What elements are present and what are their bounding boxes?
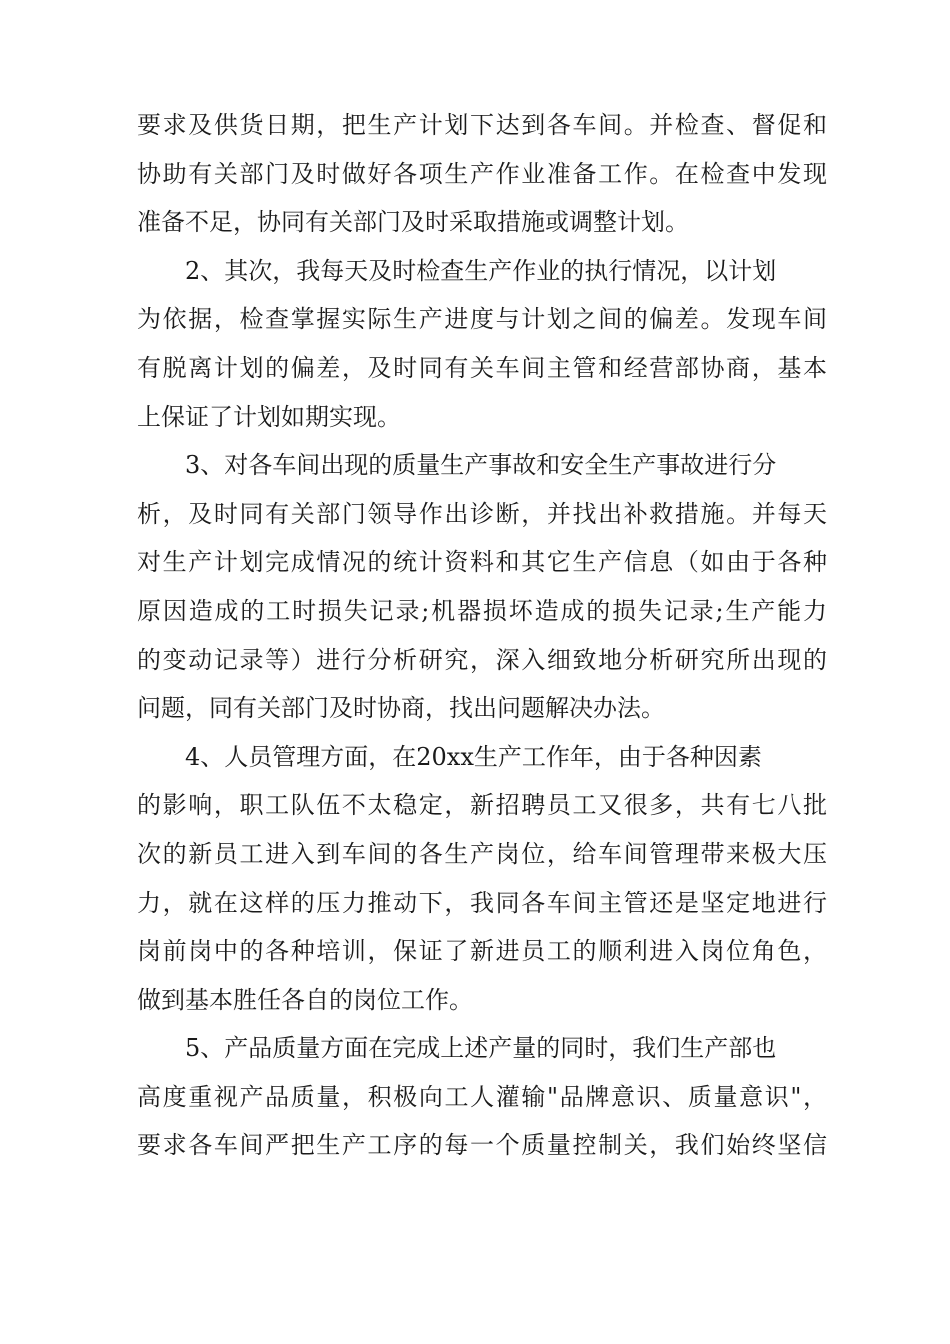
paragraph-3 <box>137 441 827 733</box>
text-line: 力，就在这样的压力推动下，我同各车间主管还是坚定地进行 <box>137 888 827 917</box>
text-line: 上保证了计划如期实现。 <box>137 402 401 431</box>
text-line: 3、对各车间出现的质量生产事故和安全生产事故进行分 <box>185 451 777 480</box>
text-line: 岗前岗中的各种培训，保证了新进员工的顺利进入岗位角色， <box>137 937 827 966</box>
text-line: 对生产计划完成情况的统计资料和其它生产信息（如由于各种 <box>137 548 827 577</box>
text-line: 协助有关部门及时做好各项生产作业准备工作。在检查中发现 <box>137 159 827 188</box>
paragraph-5 <box>137 1024 827 1170</box>
text-line: 要求各车间严把生产工序的每一个质量控制关，我们始终坚信 <box>137 1131 827 1160</box>
text-line: 为依据，检查掌握实际生产进度与计划之间的偏差。发现车间 <box>137 305 827 334</box>
paragraph-2 <box>137 247 827 441</box>
text-line: 5、产品质量方面在完成上述产量的同时，我们生产部也 <box>185 1034 777 1063</box>
text-line: 有脱离计划的偏差，及时同有关车间主管和经营部协商，基本 <box>137 353 827 382</box>
text-line: 的变动记录等）进行分析研究，深入细致地分析研究所出现的 <box>137 645 827 674</box>
text-line: 析，及时同有关部门领导作出诊断，并找出补救措施。并每天 <box>137 499 827 528</box>
text-line: 准备不足，协同有关部门及时采取措施或调整计划。 <box>137 208 689 237</box>
text-line: 高度重视产品质量，积极向工人灌输"品牌意识、质量意识"， <box>137 1082 827 1111</box>
text-line: 原因造成的工时损失记录;机器损坏造成的损失记录;生产能力 <box>137 596 827 625</box>
text-line: 要求及供货日期，把生产计划下达到各车间。并检查、督促和 <box>137 111 827 139</box>
text-line: 问题，同有关部门及时协商，找出问题解决办法。 <box>137 694 665 723</box>
document-body <box>137 101 827 1170</box>
text-line: 做到基本胜任各自的岗位工作。 <box>137 985 473 1014</box>
text-line: 4、人员管理方面，在20xx生产工作年，由于各种因素 <box>185 742 762 771</box>
paragraph-1 <box>137 101 827 247</box>
text-line: 次的新员工进入到车间的各生产岗位，给车间管理带来极大压 <box>137 839 827 868</box>
paragraph-4 <box>137 733 827 1025</box>
text-line: 的影响，职工队伍不太稳定，新招聘员工又很多，共有七八批 <box>137 791 827 820</box>
text-line: 2、其次，我每天及时检查生产作业的执行情况，以计划 <box>185 256 777 285</box>
